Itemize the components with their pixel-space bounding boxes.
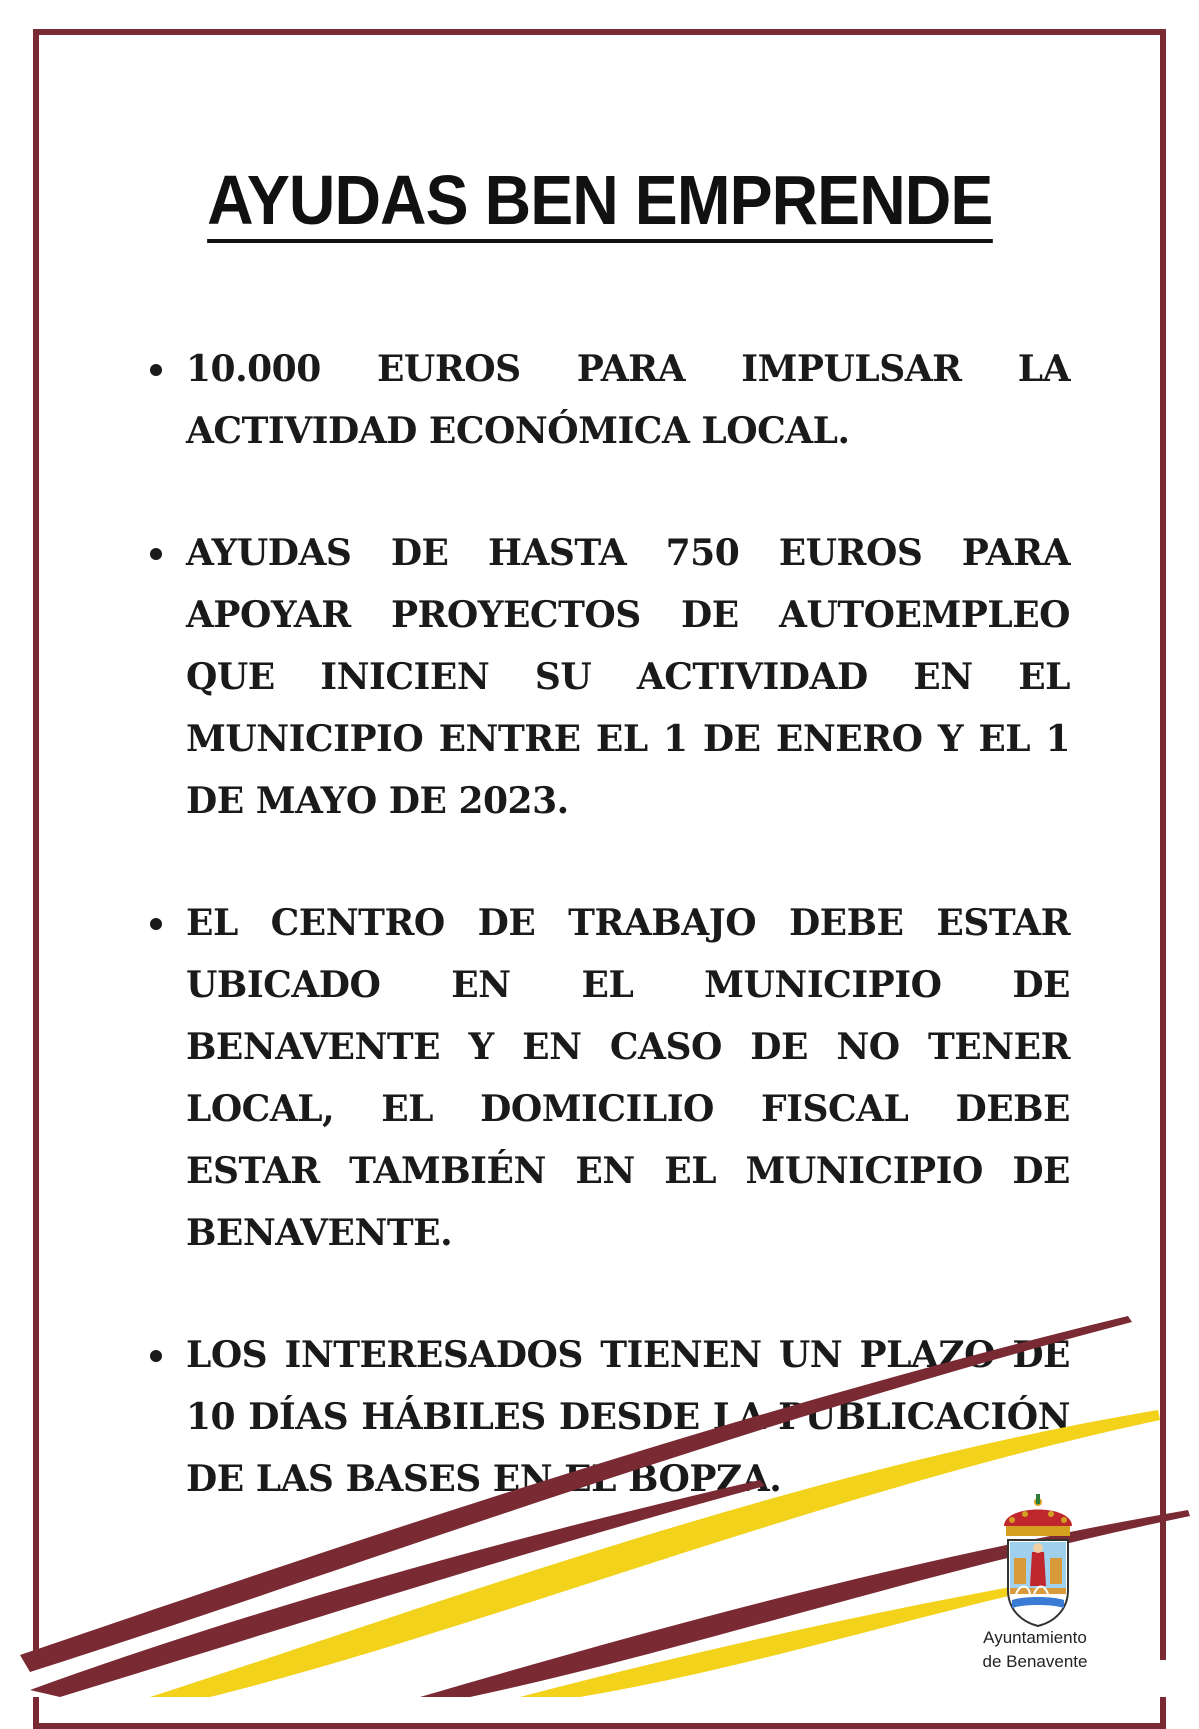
bullet-text: LOS INTERESADOS TIENEN UN PLAZO DE 10 DÍAS HÁBILES DESDE LA PUBLICACIÓN DE LAS BASES EN EL BOPZA. — [186, 1334, 1070, 1500]
shield-icon — [1008, 1540, 1068, 1626]
maroon-brush-stroke — [20, 1316, 1132, 1672]
bullet-text: AYUDAS DE HASTA 750 EUROS PARA APOYAR PROYECTOS DE AUTOEMPLEO QUE INICIEN SU ACTIVIDAD EN EL MUNICIPIO ENTRE EL 1 DE ENERO Y EL 1 DE MAYO DE 2023. — [186, 532, 1070, 822]
bullet-text: 10.000 EUROS PARA IMPULSAR LA ACTIVIDAD ECONÓMICA LOCAL. — [186, 348, 1070, 452]
town-hall-label — [955, 1626, 1115, 1674]
crown-icon — [1004, 1494, 1072, 1536]
bullet-text: EL CENTRO DE TRABAJO DEBE ESTAR UBICADO EN EL MUNICIPIO DE BENAVENTE Y EN CASO DE NO TENER LOCAL, EL DOMICILIO FISCAL DEBE ESTAR TAMBIÉN EN EL MUNICIPIO DE BENAVENTE. — [186, 902, 1070, 1254]
town-hall-label-line1: Ayuntamiento — [983, 1628, 1087, 1647]
town-hall-label-line2: de Benavente — [982, 1652, 1088, 1671]
page-title-text: AYUDAS BEN EMPRENDE — [207, 165, 992, 243]
